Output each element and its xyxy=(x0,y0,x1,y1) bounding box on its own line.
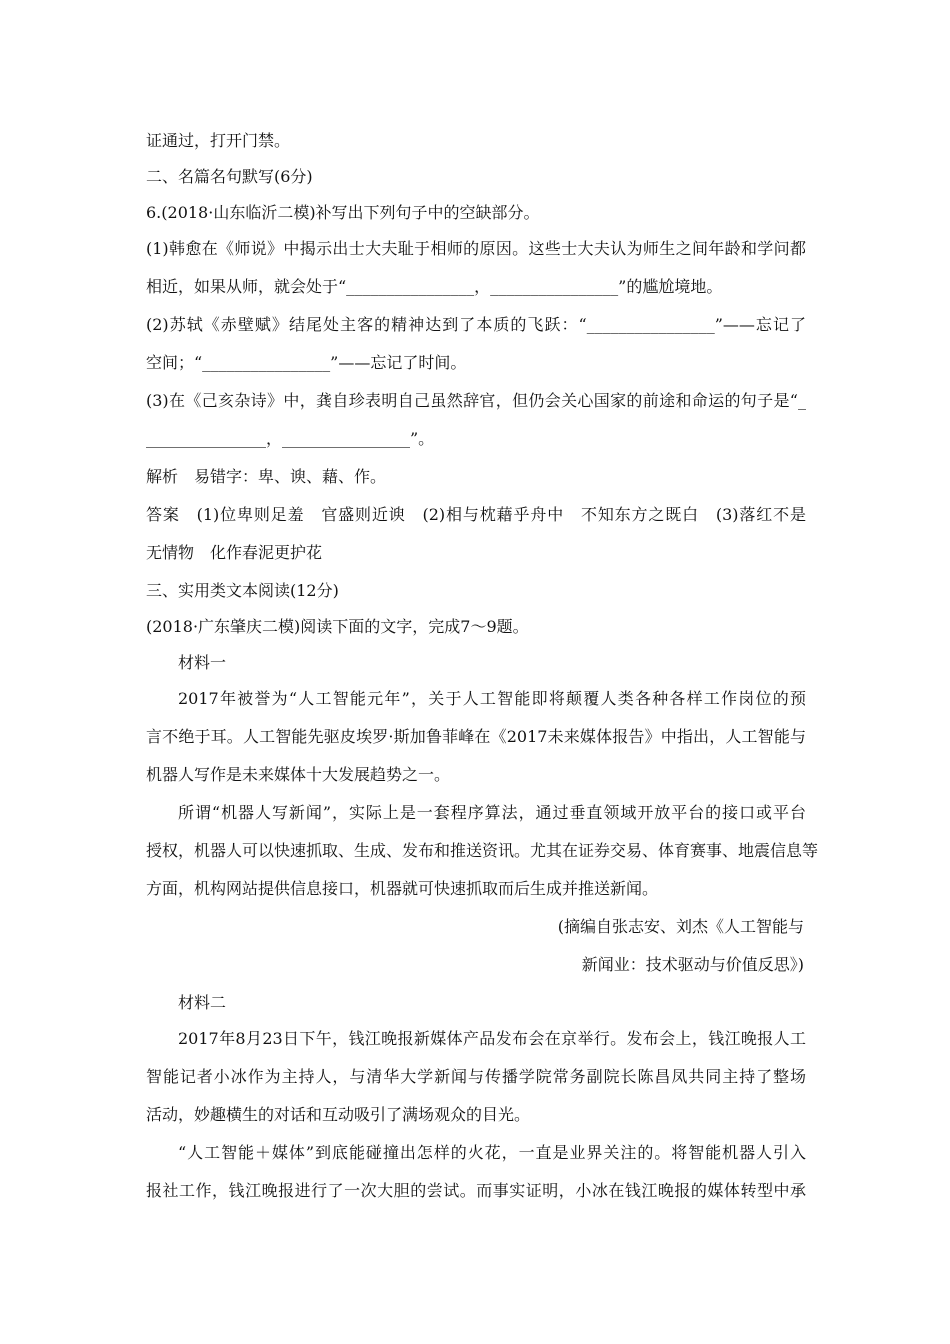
text-line: (3)在《己亥杂诗》中，龚自珍表明自己虽然辞官，但仍会关心国家的前途和命运的句子是“_ xyxy=(146,391,806,410)
question-stem: (2018·广东肇庆二模)阅读下面的文字，完成7～9题。 xyxy=(146,617,529,636)
text-line: 机器人写作是未来媒体十大发展趋势之一。 xyxy=(146,765,451,784)
text-line: 2017年8月23日下午，钱江晚报新媒体产品发布会在京举行。发布会上，钱江晚报人工 xyxy=(178,1029,806,1048)
text-line: 空间；“________________”——忘记了时间。 xyxy=(146,353,467,372)
source-citation: 新闻业：技术驱动与价值反思》) xyxy=(581,955,804,974)
text-line: 活动，妙趣横生的对话和互动吸引了满场观众的目光。 xyxy=(146,1105,531,1124)
text-line: “人工智能＋媒体”到底能碰撞出怎样的火花，一直是业界关注的。将智能机器人引入 xyxy=(178,1143,806,1162)
section-heading: 三、实用类文本阅读(12分) xyxy=(146,581,339,600)
text-line: 报社工作，钱江晚报进行了一次大胆的尝试。而事实证明，小冰在钱江晚报的媒体转型中承 xyxy=(146,1181,806,1200)
question-stem: 6.(2018·山东临沂二模)补写出下列句子中的空缺部分。 xyxy=(146,203,540,222)
text-line: 言不绝于耳。人工智能先驱皮埃罗·斯加鲁菲峰在《2017未来媒体报告》中指出，人工智能与 xyxy=(146,727,806,746)
text-line: 授权，机器人可以快速抓取、生成、发布和推送资讯。尤其在证券交易、体育赛事、地震信息等 xyxy=(146,841,819,860)
text-line: 智能记者小冰作为主持人，与清华大学新闻与传播学院常务副院长陈昌凤共同主持了整场 xyxy=(146,1067,806,1086)
text-line: (1)韩愈在《师说》中揭示出士大夫耻于相师的原因。这些士大夫认为师生之间年龄和学问都 xyxy=(146,239,806,258)
material-heading: 材料一 xyxy=(178,653,227,672)
text-line: 方面，机构网站提供信息接口，机器就可快速抓取而后生成并推送新闻。 xyxy=(146,879,659,898)
material-heading: 材料二 xyxy=(178,993,227,1012)
section-heading: 二、名篇名句默写(6分) xyxy=(146,167,313,186)
source-citation: (摘编自张志安、刘杰《人工智能与 xyxy=(557,917,804,936)
text-line: 所谓“机器人写新闻”，实际上是一套程序算法，通过垂直领域开放平台的接口或平台 xyxy=(178,803,806,822)
text-line: 证通过，打开门禁。 xyxy=(146,131,291,150)
text-line: _______________，________________”。 xyxy=(146,429,435,448)
text-line: 2017年被誉为“人工智能元年”，关于人工智能即将颠覆人类各种各样工作岗位的预 xyxy=(178,689,806,708)
analysis-text: 解析 易错字：卑、谀、藉、作。 xyxy=(146,467,387,486)
text-line: (2)苏轼《赤壁赋》结尾处主客的精神达到了本质的飞跃：“________________”——忘记了 xyxy=(146,315,806,334)
text-line: 相近，如果从师，就会处于“________________，________________”的尴尬境地。 xyxy=(146,277,723,296)
answer-text: 答案 (1)位卑则足羞 官盛则近谀 (2)相与枕藉乎舟中 不知东方之既白 (3)落红不是 xyxy=(146,505,806,524)
answer-text: 无情物 化作春泥更护花 xyxy=(146,543,323,562)
